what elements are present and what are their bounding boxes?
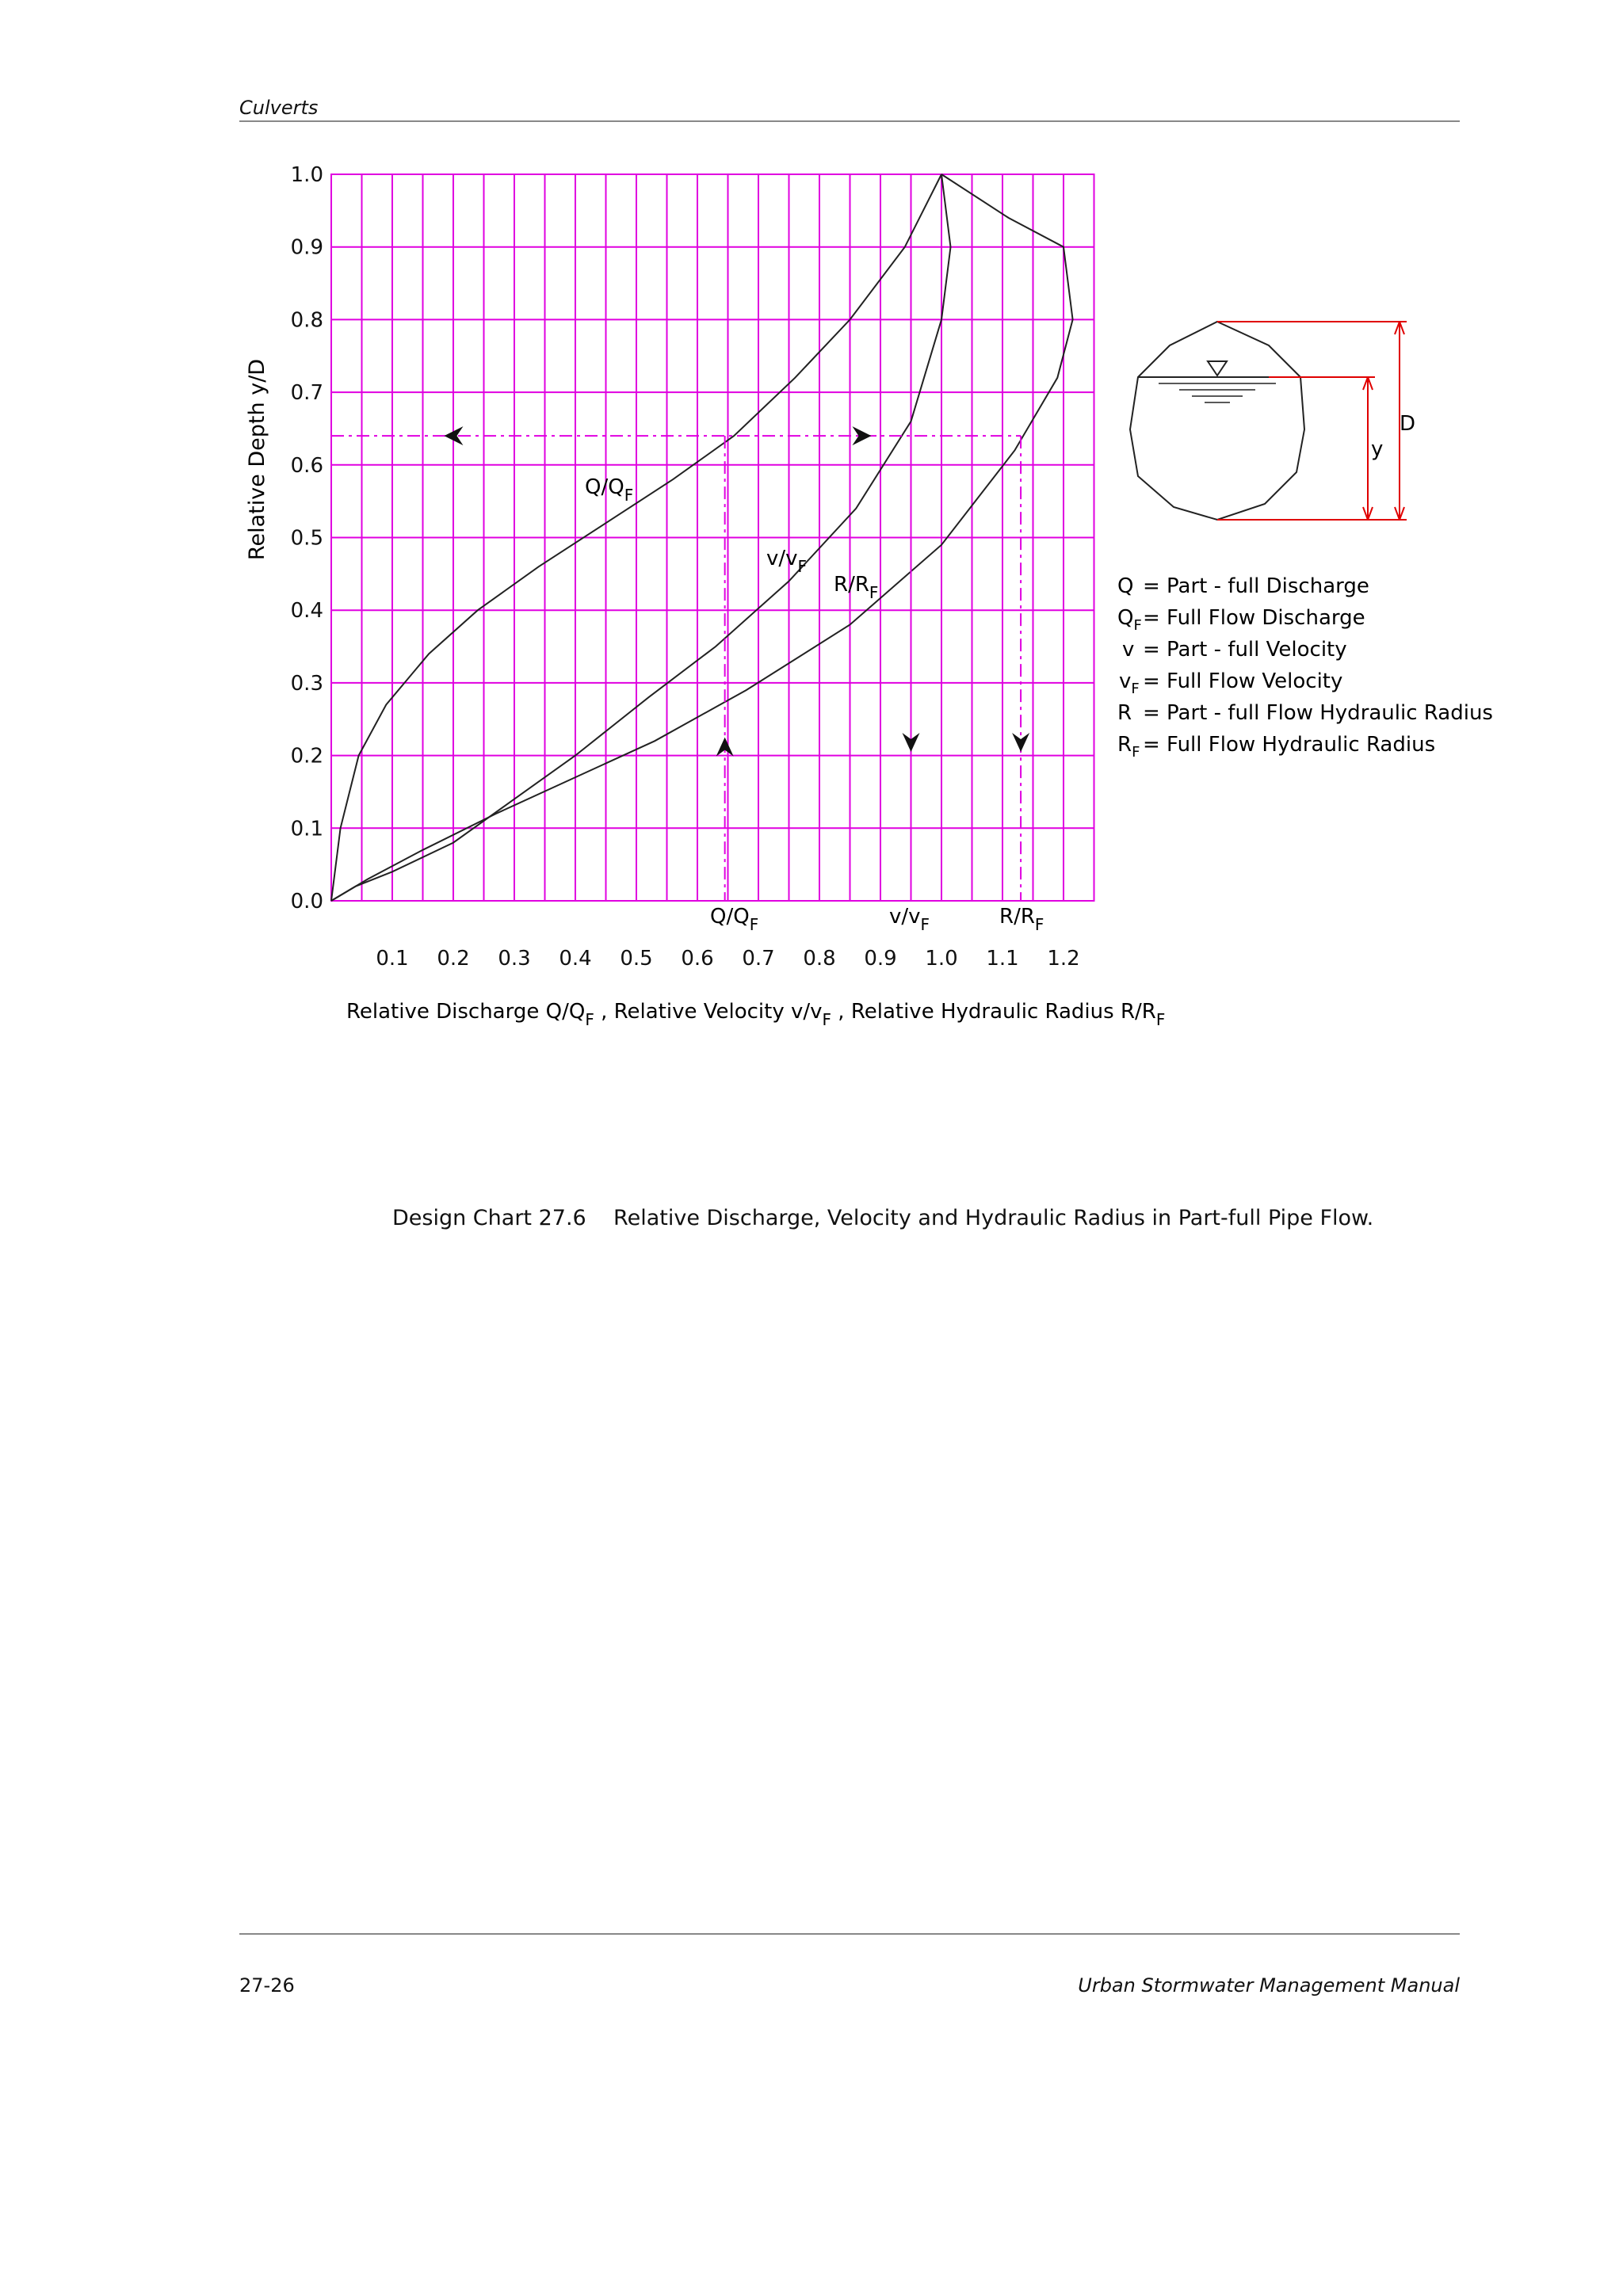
y-tick-labels: [291, 163, 323, 913]
arrow-up-icon: [716, 738, 734, 757]
legend-item: $v_F$ = Full Flow Velocity: [1119, 669, 1343, 697]
manual-title: Urban Stormwater Management Manual: [1078, 1974, 1460, 1997]
page-number: 27-26: [239, 1974, 295, 1997]
legend-item: $R_F$ = Full Flow Hydraulic Radius: [1117, 733, 1436, 761]
x-tick-label: 0.1: [376, 947, 409, 971]
y-tick-label: 0.0: [290, 890, 323, 913]
depth-label: y: [1371, 437, 1384, 461]
example-label-v: $v/v_F$: [889, 905, 930, 934]
caption-label: Design Chart 27.6: [392, 1206, 586, 1230]
y-tick-label: 0.8: [290, 308, 323, 333]
x-tick-label: 0.5: [620, 947, 653, 971]
curve-label-v: $v/v_F$: [766, 547, 808, 576]
y-tick-label: 0.1: [290, 817, 323, 841]
legend-item: Q = Part - full Discharge: [1117, 574, 1369, 598]
arrow-down-icon: [1012, 733, 1029, 752]
y-tick-label: 0.9: [290, 235, 323, 260]
pipe-cross-section-diagram: [1130, 322, 1415, 520]
x-tick-label: 0.3: [498, 947, 531, 971]
footer-rule: [239, 1933, 1460, 1935]
legend-item: $Q_F=$ Full Flow Discharge: [1117, 606, 1365, 634]
y-tick-label: 0.2: [290, 744, 323, 769]
legend-item: R = Part - full Flow Hydraulic Radius: [1117, 701, 1493, 725]
caption-text: Relative Discharge, Velocity and Hydraulic Radius in Part-full Pipe Flow.: [613, 1206, 1374, 1230]
x-tick-label: 0.9: [864, 947, 897, 971]
legend-item: v = Part - full Velocity: [1122, 638, 1347, 662]
running-header: Culverts: [239, 97, 319, 119]
curve-label-r: $R/R_F$: [834, 573, 879, 602]
curve-label-q: $Q/Q_F$: [585, 475, 634, 505]
x-tick-label: 0.8: [803, 947, 836, 971]
x-tick-label: 1.1: [986, 947, 1019, 971]
water-level-triangle-icon: [1208, 361, 1227, 376]
legend: [1117, 574, 1493, 761]
y-tick-label: 0.6: [290, 453, 323, 478]
x-tick-label: 1.2: [1047, 947, 1080, 971]
example-label-q: $Q/Q_F$: [710, 905, 759, 934]
x-tick-label: 0.7: [742, 947, 775, 971]
y-tick-label: 0.3: [290, 671, 323, 696]
x-tick-label: 1.0: [925, 947, 958, 971]
y-tick-label: 0.4: [290, 599, 323, 624]
worked-example: [331, 426, 1029, 901]
y-tick-label: 0.7: [290, 381, 323, 406]
arrow-right-icon: [852, 426, 871, 445]
x-tick-label: 0.2: [437, 947, 470, 971]
pipe-circle: [1130, 322, 1304, 520]
y-tick-label: 0.5: [290, 526, 323, 551]
x-axis-title: Relative Discharge $Q/Q_F$ , Relative Velocity $v/v_F$ , Relative Hydraulic Radius $R/R_F$: [346, 1000, 1166, 1029]
x-tick-label: 0.6: [681, 947, 714, 971]
x-tick-labels: [376, 947, 1079, 971]
figure-caption: [392, 1206, 1373, 1230]
x-tick-label: 0.4: [559, 947, 592, 971]
grid: [331, 174, 1094, 901]
diameter-label: D: [1400, 412, 1416, 436]
example-label-r: $R/R_F$: [999, 905, 1044, 934]
y-axis-title: Relative Depth y/D: [245, 358, 269, 561]
y-tick-label: 1.0: [290, 163, 323, 187]
